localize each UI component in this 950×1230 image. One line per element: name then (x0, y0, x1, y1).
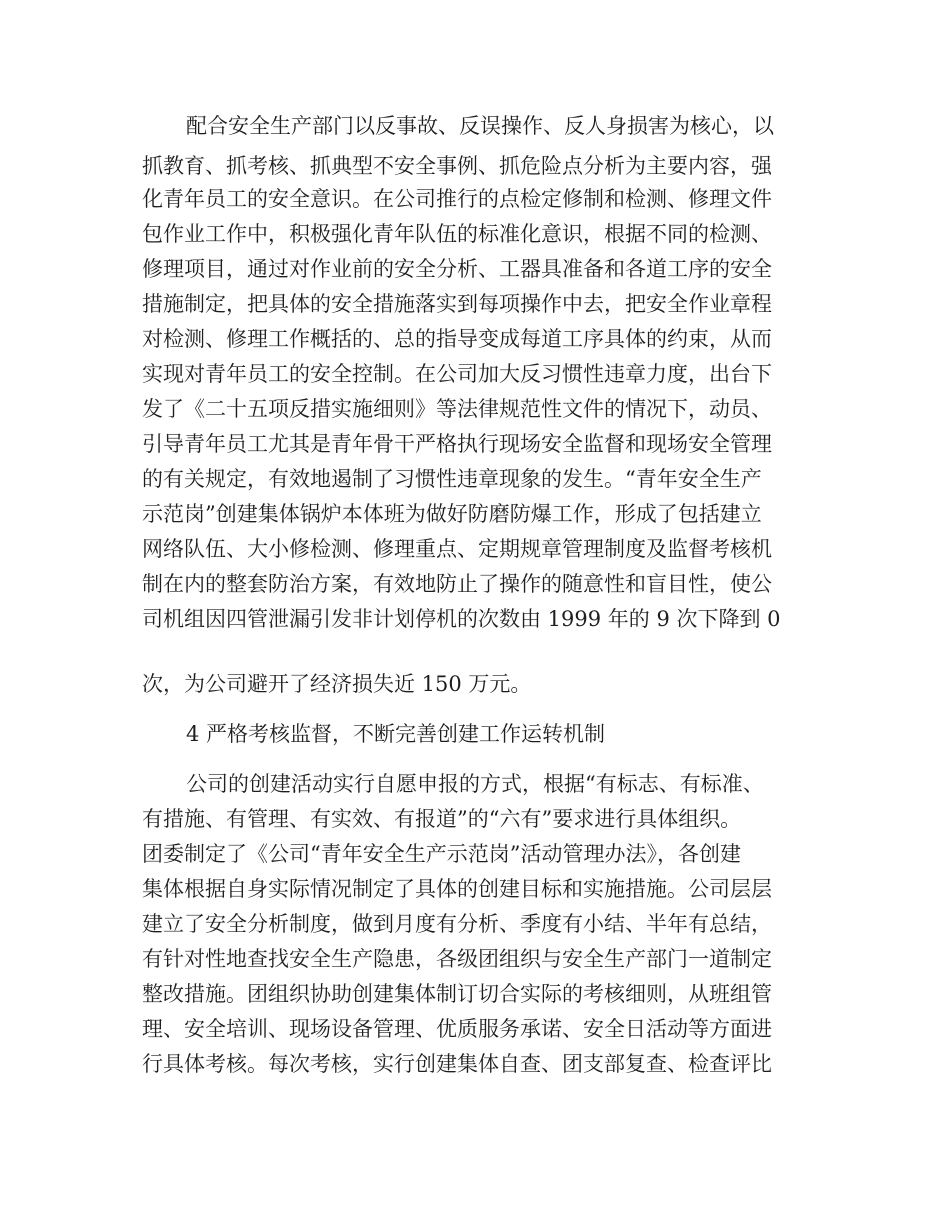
paragraph-2-line-2: 有措施、有管理、有实效、有报道”的“六有”要求进行具体组织。 (142, 807, 742, 831)
paragraph-2-line-6: 有针对性地查找安全生产隐患，各级团组织与安全生产部门一道制定 (142, 947, 772, 971)
paragraph-1-line-9: 发了《二十五项反措实施细则》等法律规范性文件的情况下，动员、 (142, 397, 772, 421)
paragraph-1-line-10: 引导青年员工尤其是青年骨干严格执行现场安全监督和现场安全管理 (142, 432, 772, 456)
paragraph-1-line-2: 抓教育、抓考核、抓典型不安全事例、抓危险点分析为主要内容，强 (142, 154, 772, 178)
paragraph-2-line-8: 理、安全培训、现场设备管理、优质服务承诺、安全日活动等方面进 (142, 1017, 772, 1041)
paragraph-2-line-5: 建立了安全分析制度，做到月度有分析、季度有小结、半年有总结， (142, 912, 772, 936)
paragraph-1-line-13: 网络队伍、大小修检测、修理重点、定期规章管理制度及监督考核机 (142, 537, 772, 561)
paragraph-1-line-15: 司机组因四管泄漏引发非计划停机的次数由 1999 年的 9 次下降到 0 (142, 607, 781, 631)
paragraph-1-line-5: 修理项目，通过对作业前的安全分析、工器具准备和各道工序的安全 (142, 257, 772, 281)
paragraph-1-line-4: 包作业工作中，积极强化青年队伍的标准化意识，根据不同的检测、 (142, 222, 772, 246)
paragraph-1-line-7: 对检测、修理工作概括的、总的指导变成每道工序具体的约束，从而 (142, 327, 772, 351)
paragraph-2-line-4: 集体根据自身实际情况制定了具体的创建目标和实施措施。公司层层 (142, 877, 772, 901)
paragraph-2-line-9: 行具体考核。每次考核，实行创建集体自查、团支部复查、检查评比 (142, 1052, 772, 1076)
paragraph-1-line-16: 次，为公司避开了经济损失近 150 万元。 (142, 672, 532, 696)
paragraph-1-line-3: 化青年员工的安全意识。在公司推行的点检定修制和检测、修理文件 (142, 187, 772, 211)
paragraph-1-line-1: 配合安全生产部门以反事故、反误操作、反人身损害为核心，以 (186, 114, 774, 138)
paragraph-2-line-3: 团委制定了《公司“青年安全生产示范岗”活动管理办法》，各创建 (142, 842, 741, 866)
paragraph-1-line-6: 措施制定，把具体的安全措施落实到每项操作中去，把安全作业章程 (142, 292, 772, 316)
paragraph-2-line-7: 整改措施。团组织协助创建集体制订切合实际的考核细则，从班组管 (142, 982, 772, 1006)
paragraph-1-line-8: 实现对青年员工的安全控制。在公司加大反习惯性违章力度，出台下 (142, 362, 772, 386)
paragraph-1-line-14: 制在内的整套防治方案，有效地防止了操作的随意性和盲目性，使公 (142, 572, 772, 596)
paragraph-1-line-11: 的有关规定，有效地遏制了习惯性违章现象的发生。“青年安全生产 (142, 467, 762, 491)
section-heading: 4 严格考核监督，不断完善创建工作运转机制 (186, 722, 606, 746)
paragraph-1-line-12: 示范岗”创建集体锅炉本体班为做好防磨防爆工作，形成了包括建立 (142, 502, 762, 526)
paragraph-2-line-1: 公司的创建活动实行自愿申报的方式，根据“有标志、有标准、 (186, 772, 764, 796)
